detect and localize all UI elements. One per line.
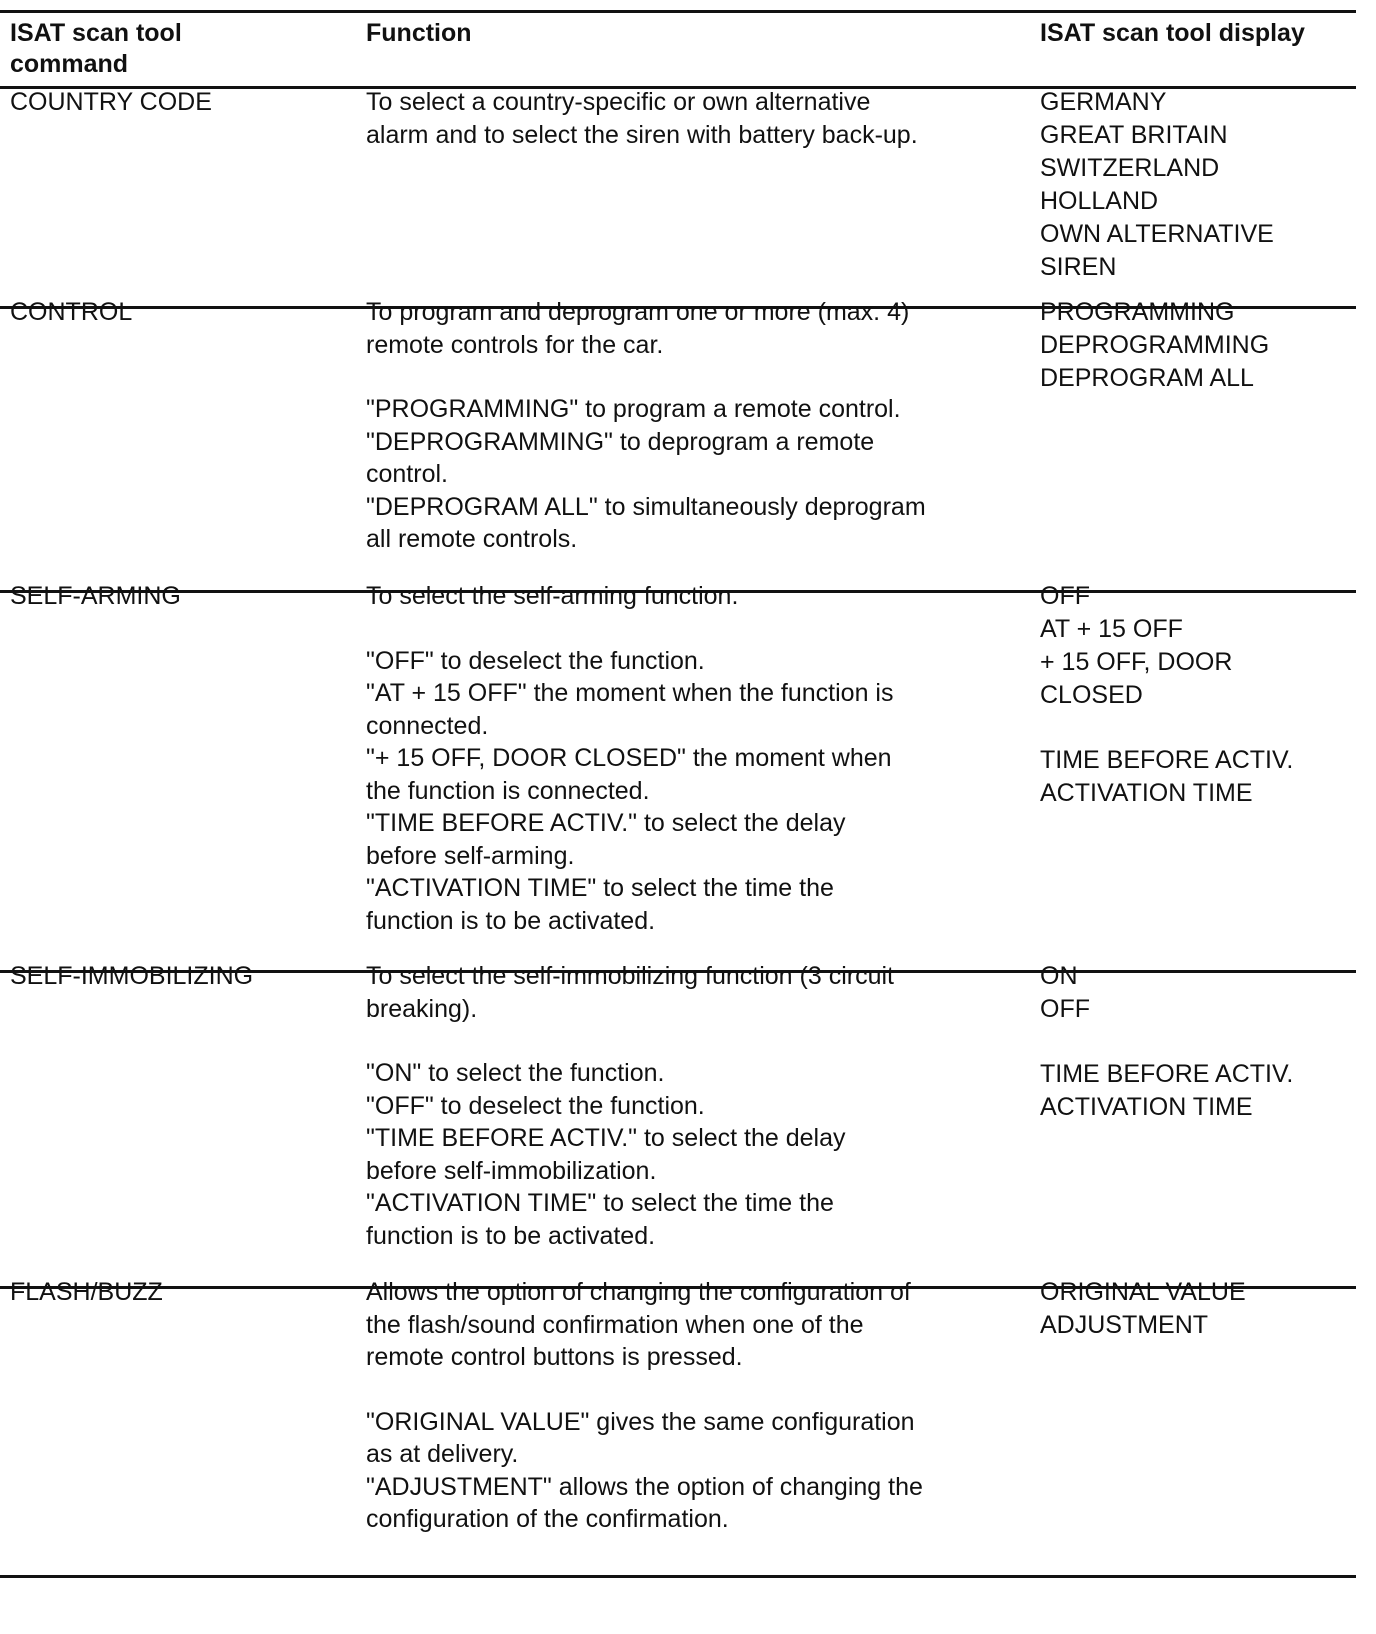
header-command	[10, 18, 310, 80]
header-display: ISAT scan tool display	[1040, 19, 1305, 47]
paragraph-gap	[366, 361, 1006, 393]
display-cell	[1040, 296, 1360, 395]
function-line: "OFF" to deselect the function.	[366, 1091, 705, 1120]
paragraph-gap	[366, 1025, 1006, 1057]
display-option: OFF	[1040, 995, 1090, 1023]
function-line: remote controls for the car.	[366, 330, 664, 359]
command-cell: FLASH/BUZZ	[10, 1278, 163, 1306]
function-line: "OFF" to deselect the function.	[366, 646, 705, 675]
function-line: "ON" to select the function.	[366, 1059, 665, 1087]
function-line: "DEPROGRAM ALL" to simultaneously deprogram	[366, 492, 926, 521]
display-option: GREAT BRITAIN	[1040, 121, 1228, 149]
function-line: To select a country-specific or own alternative	[366, 88, 871, 116]
function-line: "ACTIVATION TIME" to select the time the	[366, 874, 834, 902]
function-line: "ADJUSTMENT" allows the option of changing the	[366, 1472, 923, 1501]
function-line: To select the self-arming function.	[366, 582, 739, 610]
paragraph-gap	[366, 1374, 1006, 1406]
function-line: "AT + 15 OFF" the moment when the function is	[366, 679, 894, 707]
function-line: "PROGRAMMING" to program a remote control.	[366, 395, 901, 423]
display-option: ACTIVATION TIME	[1040, 1093, 1253, 1121]
function-cell	[366, 86, 1006, 151]
function-line: configuration of the confirmation.	[366, 1505, 729, 1533]
display-option: OFF	[1040, 582, 1090, 610]
function-line: alarm and to select the siren with battery back-up.	[366, 120, 918, 149]
display-gap	[1040, 712, 1360, 744]
function-line: connected.	[366, 711, 489, 740]
function-line: all remote controls.	[366, 525, 578, 553]
display-option: TIME BEFORE ACTIV.	[1040, 746, 1294, 774]
function-line: remote control buttons is pressed.	[366, 1343, 743, 1371]
function-cell	[366, 1276, 1006, 1536]
display-option: DEPROGRAM ALL	[1040, 364, 1254, 392]
display-cell	[1040, 86, 1360, 284]
header-command-line1: ISAT scan tool	[10, 19, 182, 47]
display-option: ORIGINAL VALUE	[1040, 1278, 1246, 1306]
command-cell: SELF-ARMING	[10, 582, 181, 610]
display-option: TIME BEFORE ACTIV.	[1040, 1060, 1294, 1088]
command-cell: SELF-IMMOBILIZING	[10, 962, 254, 990]
display-option: + 15 OFF, DOOR	[1040, 648, 1233, 676]
display-option: AT + 15 OFF	[1040, 615, 1183, 643]
function-cell	[366, 960, 1006, 1252]
paragraph-gap	[366, 613, 1006, 645]
function-line: "TIME BEFORE ACTIV." to select the delay	[366, 1124, 846, 1152]
display-option: SIREN	[1040, 253, 1117, 281]
display-option: OWN ALTERNATIVE	[1040, 220, 1274, 248]
function-line: the flash/sound confirmation when one of the	[366, 1310, 864, 1339]
function-line: as at delivery.	[366, 1440, 519, 1468]
function-line: "+ 15 OFF, DOOR CLOSED" the moment when	[366, 744, 892, 772]
function-line: To program and deprogram one or more (max. 4)	[366, 298, 910, 326]
display-option: SWITZERLAND	[1040, 154, 1220, 182]
function-line: the function is connected.	[366, 776, 650, 805]
function-line: "TIME BEFORE ACTIV." to select the delay	[366, 809, 846, 837]
function-line: Allows the option of changing the configuration of	[366, 1278, 911, 1306]
display-option: HOLLAND	[1040, 187, 1159, 215]
function-line: breaking).	[366, 994, 478, 1023]
display-option: CLOSED	[1040, 681, 1143, 709]
display-cell	[1040, 580, 1360, 810]
function-line: function is to be activated.	[366, 906, 656, 935]
function-cell	[366, 580, 1006, 937]
row-rule	[0, 1575, 1356, 1578]
display-option: ADJUSTMENT	[1040, 1311, 1209, 1339]
display-option: DEPROGRAMMING	[1040, 331, 1270, 359]
function-line: "ACTIVATION TIME" to select the time the	[366, 1189, 834, 1217]
function-line: before self-arming.	[366, 841, 575, 870]
display-option: ON	[1040, 962, 1078, 990]
function-line: function is to be activated.	[366, 1221, 656, 1250]
function-line: To select the self-immobilizing function (3 circuit	[366, 962, 894, 990]
function-line: "ORIGINAL VALUE" gives the same configuration	[366, 1407, 915, 1436]
display-cell	[1040, 960, 1360, 1124]
display-cell	[1040, 1276, 1360, 1342]
command-cell: CONTROL	[10, 298, 133, 326]
header-function: Function	[366, 19, 472, 47]
function-line: "DEPROGRAMMING" to deprogram a remote	[366, 427, 875, 456]
display-option: PROGRAMMING	[1040, 298, 1235, 326]
header-command-line2: command	[10, 50, 129, 78]
display-option: GERMANY	[1040, 88, 1167, 116]
function-line: control.	[366, 460, 448, 488]
display-option: ACTIVATION TIME	[1040, 779, 1253, 807]
function-cell	[366, 296, 1006, 556]
table-top-rule	[0, 10, 1356, 13]
command-cell: COUNTRY CODE	[10, 88, 212, 116]
function-line: before self-immobilization.	[366, 1156, 657, 1185]
display-gap	[1040, 1026, 1360, 1058]
